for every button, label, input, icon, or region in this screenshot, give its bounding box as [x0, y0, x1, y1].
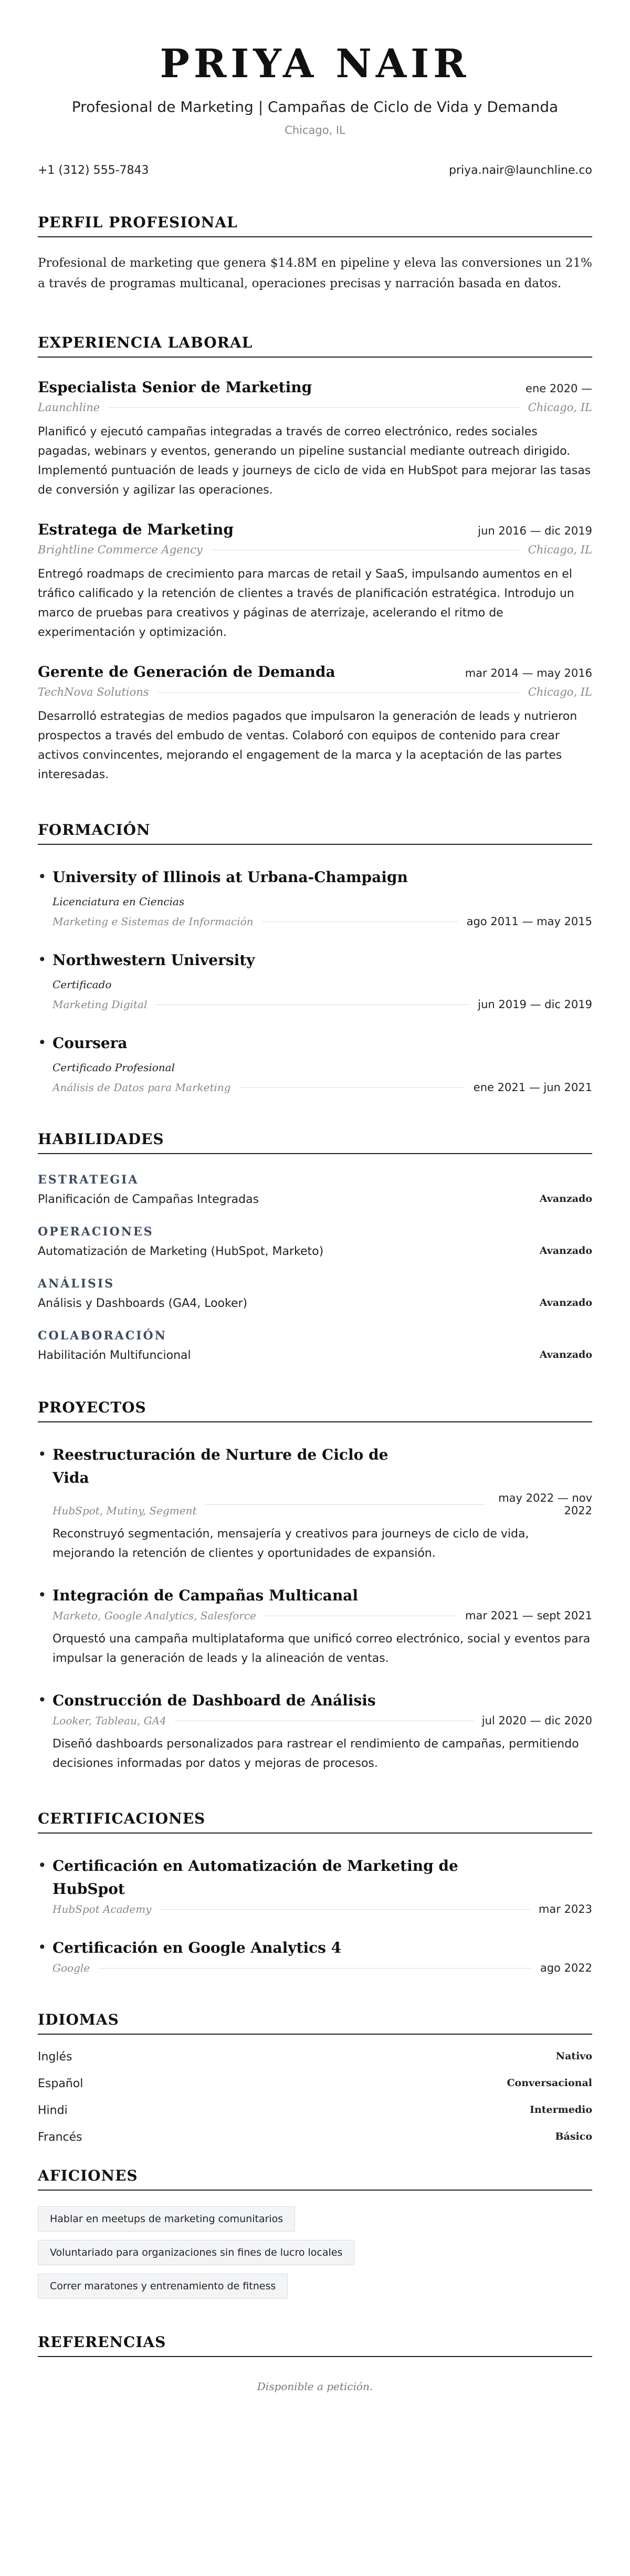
degree-name: Certificado [52, 978, 112, 991]
project-title: • Reestructuración de Nurture de Ciclo de Vida [52, 1446, 388, 1486]
language-row [38, 2050, 592, 2064]
skill-group [38, 1225, 592, 1258]
hobby-tag: Correr maratones y entrenamiento de fitness [38, 2274, 288, 2299]
language-name: Inglés [38, 2050, 72, 2064]
language-name: Español [38, 2077, 83, 2090]
leader-line [108, 407, 520, 408]
section-title: REFERENCIAS [38, 2333, 592, 2357]
job-company: Launchline [38, 401, 100, 414]
certification-title: • Certificación en Google Analytics 4 [52, 1939, 342, 1956]
education-dates: jun 2019 — dic 2019 [478, 998, 592, 1011]
section-title: PERFIL PROFESIONAL [38, 214, 592, 237]
education-dates: ene 2021 — jun 2021 [473, 1081, 592, 1094]
job-description: Planificó y ejecutó campañas integradas a través de correo electrónico, redes sociales pagadas, webinars y eventos, generando un pipeline sustancial mediante outreach dirigido. Implementó puntuación de leads y journeys de ciclo de vida en HubSpot para mejorar las tasas de conversión y agilizar las operaciones. [38, 425, 591, 497]
institution-name: • University of Illinois at Urbana-Champaign [52, 868, 408, 886]
language-name: Hindi [38, 2104, 68, 2117]
certification-entry [38, 1936, 592, 1974]
certification-issuer: HubSpot Academy [52, 1903, 152, 1915]
hobby-tag: Voluntariado para organizaciones sin fines de lucro locales [38, 2240, 354, 2265]
project-dates: mar 2021 — sept 2021 [465, 1609, 592, 1622]
project-dates: may 2022 — nov 2022 [498, 1492, 592, 1517]
job-entry [38, 379, 592, 500]
project-tools: Looker, Tableau, GA4 [52, 1714, 166, 1727]
leader-line [205, 1504, 484, 1505]
job-entry [38, 521, 592, 642]
language-row [38, 2077, 592, 2090]
job-dates: jun 2016 — dic 2019 [478, 525, 592, 537]
job-location: Chicago, IL [528, 686, 592, 698]
project-entry [38, 1584, 592, 1668]
skill-category: OPERACIONES [38, 1225, 154, 1239]
references-section [38, 2333, 592, 2393]
education-section [38, 821, 592, 1094]
certification-date: mar 2023 [538, 1903, 592, 1915]
skill-level: Avanzado [539, 1245, 592, 1256]
hobby-tag: Hablar en meetups de marketing comunitarios [38, 2206, 295, 2232]
skill-group [38, 1329, 592, 1362]
job-company: TechNova Solutions [38, 686, 149, 698]
skill-name: Automatización de Marketing (HubSpot, Marketo) [38, 1245, 324, 1258]
field-of-study: Análisis de Datos para Marketing [52, 1081, 231, 1094]
certification-date: ago 2022 [540, 1962, 592, 1974]
degree-name: Certificado Profesional [52, 1061, 175, 1074]
hobbies-section [38, 2167, 592, 2307]
project-title: • Integración de Campañas Multicanal [52, 1587, 358, 1604]
skill-level: Avanzado [539, 1297, 592, 1308]
job-dates: ene 2020 — [526, 382, 592, 395]
job-description: Desarrolló estrategias de medios pagados que impulsaron la generación de leads y nutrieron prospectos a través del embudo de ventas. Colaboró con equipos de contenido para crear activos convincentes, mejorando el engagement de la marca y la aceptación de las partes interesadas. [38, 710, 578, 781]
project-entry [38, 1689, 592, 1773]
section-title: FORMACIÓN [38, 821, 592, 845]
education-entry [38, 866, 592, 928]
section-title: EXPERIENCIA LABORAL [38, 334, 592, 358]
resume-header [38, 0, 592, 137]
degree-name: Licenciatura en Ciencias [52, 895, 185, 908]
education-dates: ago 2011 — may 2015 [466, 915, 592, 928]
section-title: IDIOMAS [38, 2011, 592, 2035]
phone-number: +1 (312) 555-7843 [38, 164, 149, 177]
certification-title: • Certificación en Automatización de Marketing de HubSpot [52, 1857, 458, 1898]
job-description: Entregó roadmaps de crecimiento para marcas de retail y SaaS, impulsando aumentos en el tráfico calificado y la retención de clientes a través de planificación estratégica. Introdujo un marco de pruebas para creativos y páginas de aterrizaje, acelerando el ritmo de experimentación y optimización. [38, 568, 574, 639]
job-location: Chicago, IL [528, 543, 592, 556]
language-name: Francés [38, 2131, 82, 2144]
section-title: PROYECTOS [38, 1399, 592, 1422]
field-of-study: Marketing Digital [52, 998, 148, 1011]
language-row [38, 2104, 592, 2117]
section-title: HABILIDADES [38, 1130, 592, 1154]
job-entry [38, 663, 592, 784]
project-dates: jul 2020 — dic 2020 [481, 1714, 592, 1727]
skill-category: COLABORACIÓN [38, 1329, 167, 1343]
section-title: CERTIFICACIONES [38, 1810, 592, 1834]
certification-issuer: Google [52, 1962, 90, 1974]
skill-category: ESTRATEGIA [38, 1173, 139, 1187]
education-entry [38, 949, 592, 1011]
candidate-name: PRIYA NAIR [160, 40, 470, 87]
language-level: Nativo [555, 2050, 592, 2062]
job-location: Chicago, IL [528, 401, 592, 414]
contact-row [38, 164, 592, 177]
profile-text: Profesional de marketing que genera $14.8M en pipeline y eleva las conversiones un 21% a través de programas multicanal, operaciones precisas y narración basada en datos. [38, 256, 592, 290]
job-title: Gerente de Generación de Demanda [38, 663, 335, 680]
candidate-location: Chicago, IL [285, 124, 345, 137]
skill-name: Habilitación Multifuncional [38, 1349, 191, 1362]
project-title: • Construcción de Dashboard de Análisis [52, 1692, 376, 1709]
skill-category: ANÁLISIS [38, 1277, 115, 1291]
project-description: Reconstruyó segmentación, mensajería y creativos para journeys de ciclo de vida, mejorando la retención de clientes y oportunidades de expansión. [52, 1527, 529, 1560]
project-description: Diseñó dashboards personalizados para rastrear el rendimiento de campañas, permitiendo decisiones informadas por datos y mejoras de procesos. [52, 1737, 579, 1770]
project-entry [38, 1443, 592, 1563]
skill-level: Avanzado [539, 1349, 592, 1360]
candidate-title: Profesional de Marketing | Campañas de Ciclo de Vida y Demanda [71, 98, 559, 116]
leader-line [239, 1087, 465, 1088]
profile-section [38, 214, 592, 294]
language-level: Básico [555, 2131, 592, 2142]
language-level: Intermedio [530, 2104, 592, 2116]
language-level: Conversacional [507, 2077, 592, 2089]
section-title: AFICIONES [38, 2167, 592, 2191]
skill-group [38, 1277, 592, 1310]
skill-name: Planificación de Campañas Integradas [38, 1193, 259, 1206]
field-of-study: Marketing e Sistemas de Información [52, 915, 254, 928]
leader-line [160, 1909, 530, 1910]
languages-section [38, 2011, 592, 2144]
skills-section [38, 1130, 592, 1362]
skill-name: Análisis y Dashboards (GA4, Looker) [38, 1297, 248, 1310]
project-tools: Marketo, Google Analytics, Salesforce [52, 1609, 256, 1622]
leader-line [158, 692, 520, 693]
projects-section [38, 1399, 592, 1773]
skill-group [38, 1173, 592, 1206]
email-address: priya.nair@launchline.co [449, 164, 592, 177]
education-entry [38, 1032, 592, 1094]
job-title: Especialista Senior de Marketing [38, 379, 312, 396]
certification-entry [38, 1855, 592, 1915]
job-title: Estratega de Marketing [38, 521, 234, 538]
references-text: Disponible a petición. [257, 2380, 373, 2393]
skill-level: Avanzado [539, 1193, 592, 1205]
language-row [38, 2131, 592, 2144]
experience-section [38, 334, 592, 784]
job-company: Brightline Commerce Agency [38, 543, 203, 556]
certifications-section [38, 1810, 592, 1974]
institution-name: • Coursera [52, 1034, 128, 1052]
leader-line [155, 1004, 469, 1005]
project-tools: HubSpot, Mutiny, Segment [52, 1504, 197, 1517]
job-dates: mar 2014 — may 2016 [465, 667, 592, 679]
institution-name: • Northwestern University [52, 951, 255, 969]
project-description: Orquestó una campaña multiplataforma que unificó correo electrónico, social y eventos para impulsar la generación de leads y la alineación de ventas. [52, 1632, 591, 1665]
